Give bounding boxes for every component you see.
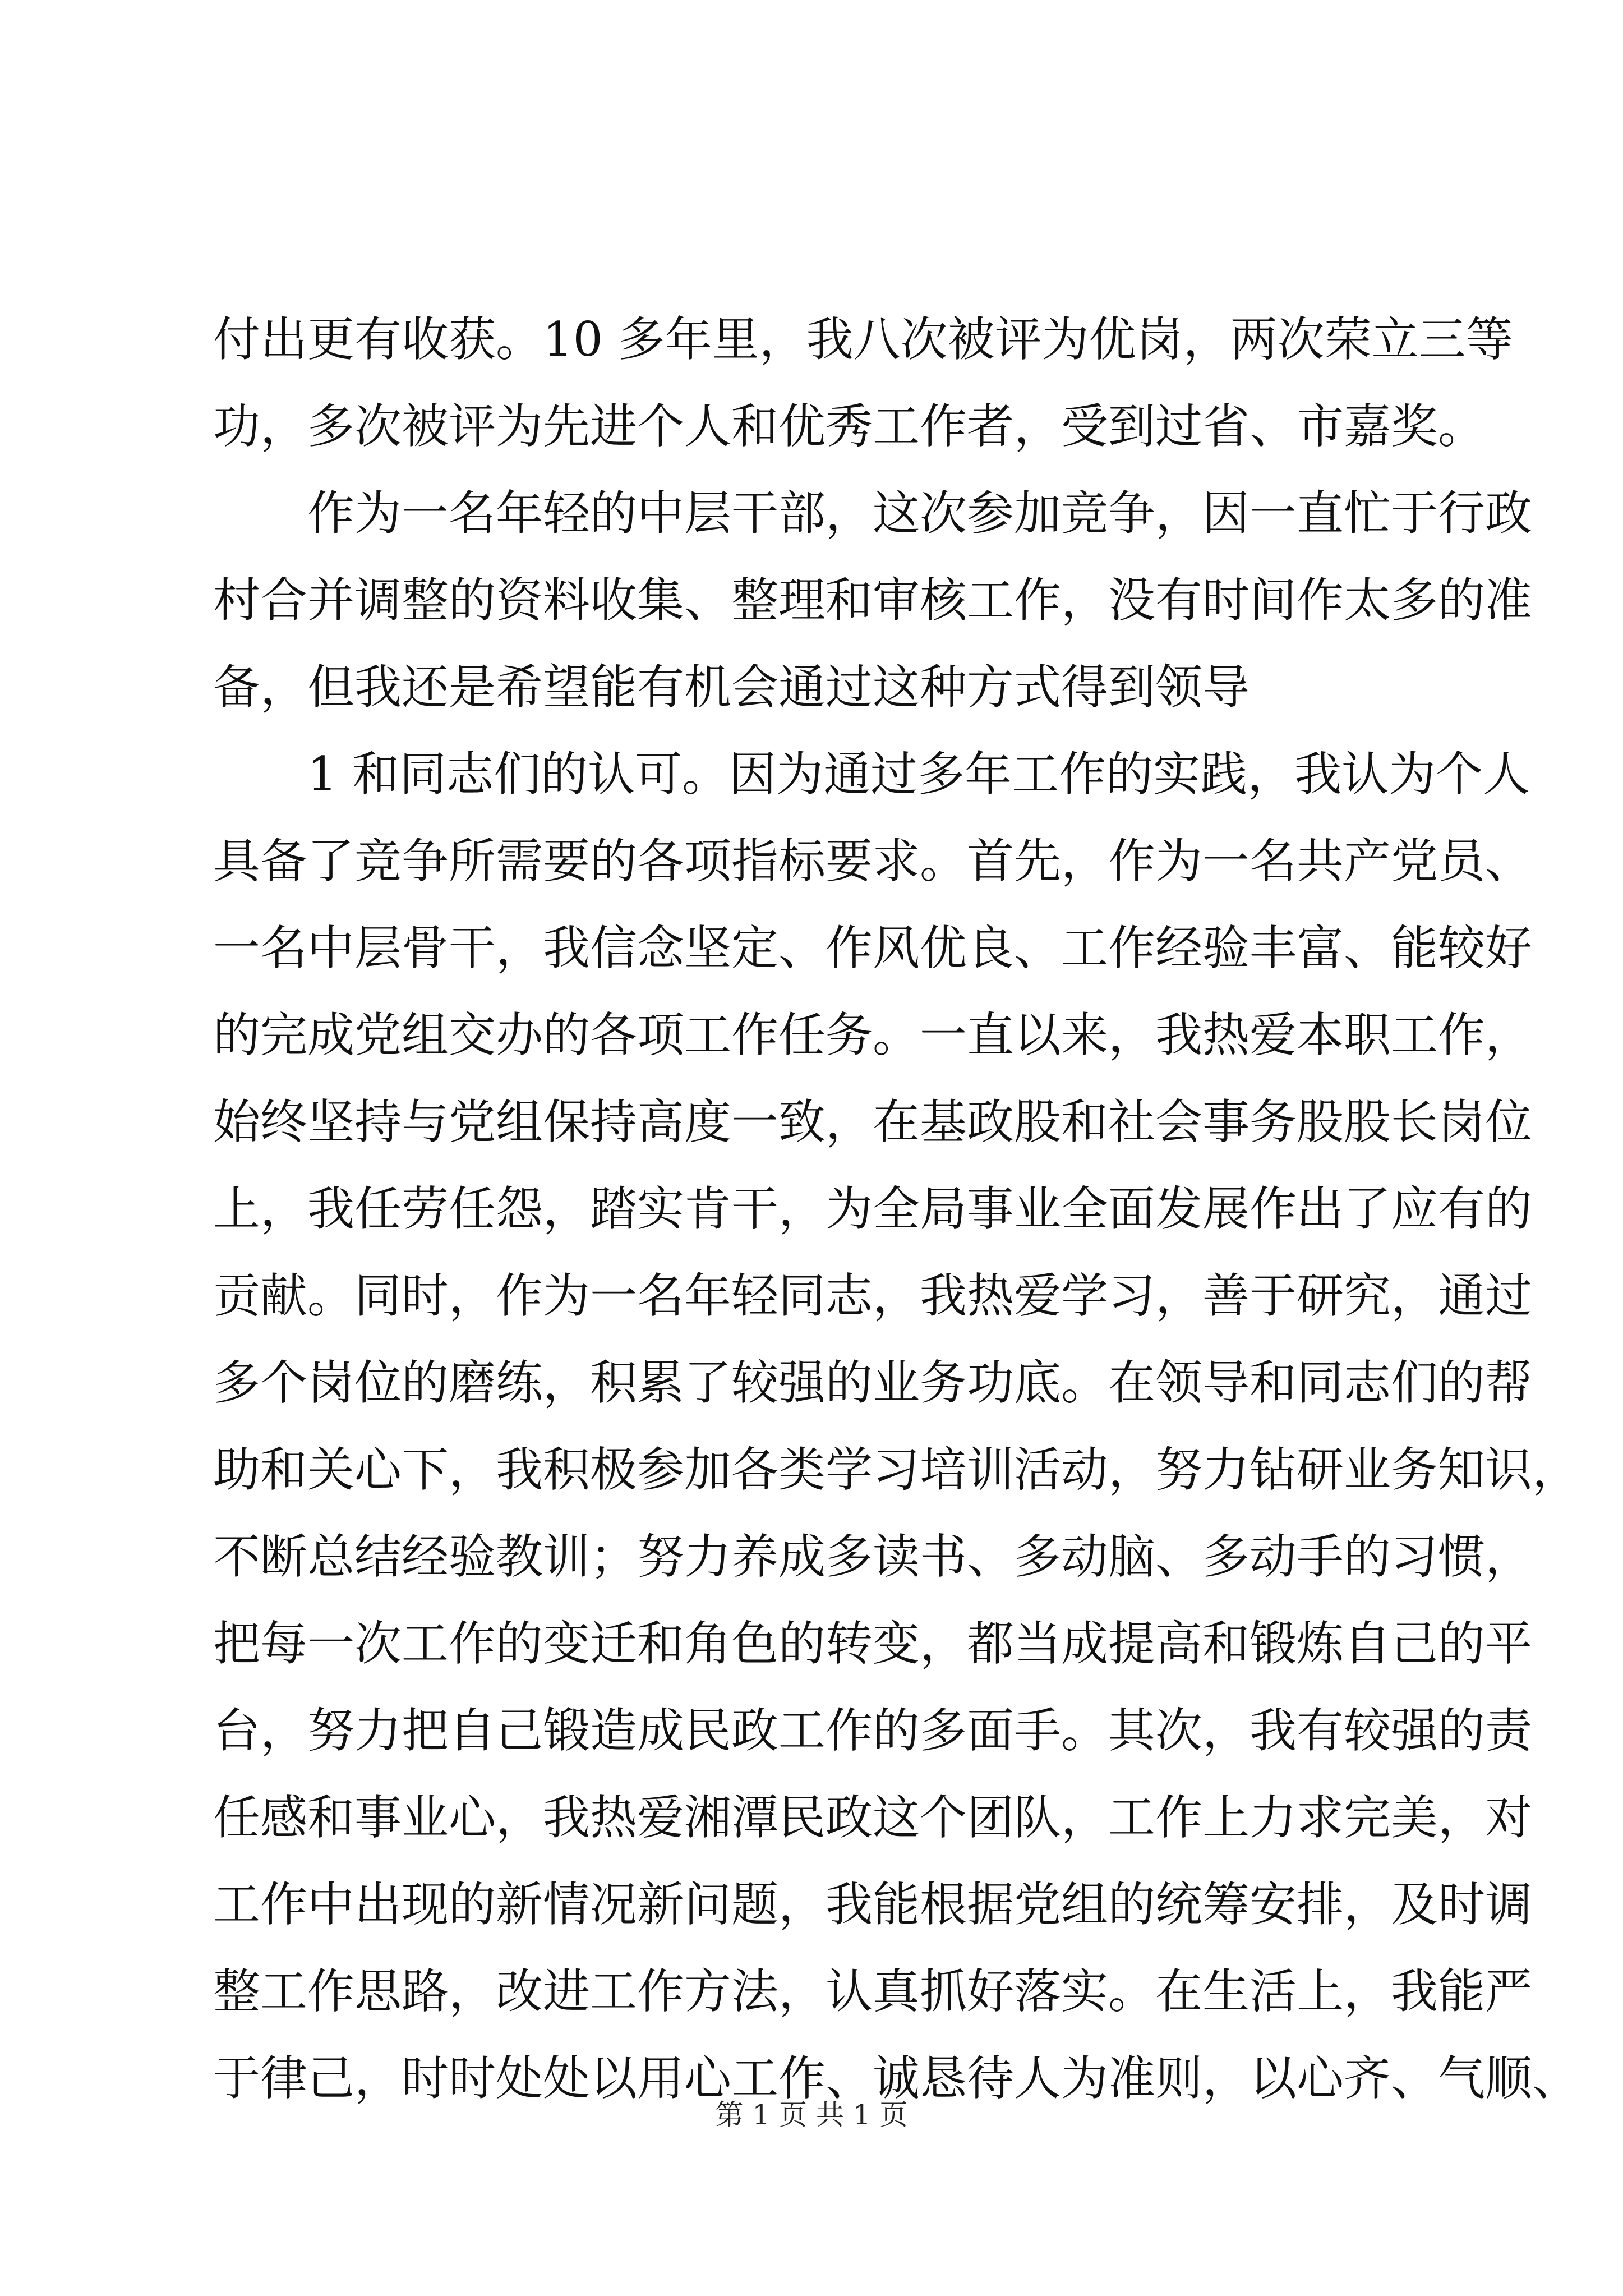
text-line: 作为一名年轻的中层干部，这次参加竞争，因一直忙于行政 (307, 486, 1533, 541)
text-line: 1 和同志们的认可。因为通过多年工作的实践，我认为个人 (307, 747, 1530, 802)
text-line: 村合并调整的资料收集、整理和审核工作，没有时间作太多的准 (213, 573, 1533, 628)
text-line: 备，但我还是希望能有机会通过这种方式得到领导 (213, 660, 1250, 715)
text-line: 任感和事业心，我热爱湘潭民政这个团队，工作上力求完美，对 (213, 1790, 1533, 1845)
text-line: 把每一次工作的变迁和角色的转变，都当成提高和锻炼自己的平 (213, 1616, 1533, 1671)
text-line: 一名中层骨干，我信念坚定、作风优良、工作经验丰富、能较好 (213, 921, 1533, 976)
text-line: 多个岗位的磨练，积累了较强的业务功底。在领导和同志们的帮 (213, 1355, 1533, 1410)
text-line: 具备了竞争所需要的各项指标要求。首先，作为一名共产党员、 (213, 834, 1533, 889)
text-line: 上，我任劳任怨，踏实肯干，为全局事业全面发展作出了应有的 (213, 1181, 1533, 1236)
text-line: 台，努力把自己锻造成民政工作的多面手。其次，我有较强的责 (213, 1703, 1533, 1758)
page-footer: 第 1 页 共 1 页 (715, 2099, 908, 2131)
text-line: 不断总结经验教训；努力养成多读书、多动脑、多动手的习惯， (213, 1529, 1533, 1584)
text-line: 工作中出现的新情况新问题，我能根据党组的统筹安排，及时调 (213, 1877, 1533, 1932)
text-line: 整工作思路，改进工作方法，认真抓好落实。在生活上，我能严 (213, 1964, 1533, 2019)
body-text (213, 296, 1580, 2122)
text-line: 贡献。同时，作为一名年轻同志，我热爱学习，善于研究，通过 (213, 1268, 1533, 1323)
text-line: 始终坚持与党组保持高度一致，在基政股和社会事务股股长岗位 (213, 1094, 1533, 1149)
text-line: 于律己，时时处处以用心工作、诚恳待人为准则，以心齐、气顺、 (213, 2051, 1580, 2106)
text-line: 功，多次被评为先进个人和优秀工作者，受到过省、市嘉奖。 (213, 399, 1486, 454)
text-line: 的完成党组交办的各项工作任务。一直以来，我热爱本职工作， (213, 1007, 1533, 1062)
text-line: 付出更有收获。10 多年里，我八次被评为优岗，两次荣立三等 (213, 312, 1513, 367)
text-line: 助和关心下，我积极参加各类学习培训活动，努力钻研业务知识， (213, 1442, 1580, 1497)
